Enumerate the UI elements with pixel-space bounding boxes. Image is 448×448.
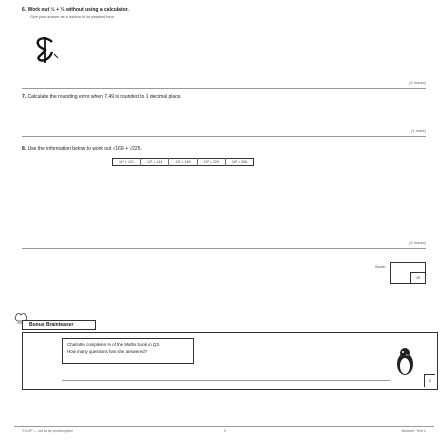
footer-left: ©CGP — not to be photocopied (22, 429, 73, 433)
score-box (375, 262, 426, 284)
question-8-marks: (2 marks) (409, 240, 426, 245)
divider (22, 136, 426, 137)
ampersand-scribble (30, 34, 60, 64)
penguin-icon (392, 346, 418, 381)
bonus-title: Bonus Brainteaser (22, 320, 96, 330)
bonus-question-box (62, 338, 194, 364)
divider (22, 248, 426, 249)
answer-line (62, 380, 390, 381)
footer (14, 426, 434, 437)
score-label: Score: (375, 265, 386, 269)
question-6-marks: (2 marks) (409, 80, 426, 85)
question-6 (22, 7, 129, 14)
squares-cell: 16² = 256 (231, 160, 248, 164)
ampersand-scribble-graphic (30, 34, 60, 64)
squares-cell: 13² = 169 (169, 159, 197, 166)
question-6-text: Work out ½ + ⅓ without using a calculator. (27, 7, 129, 13)
question-6-hint: Give your answer as a fraction in its simplest form. (30, 15, 115, 19)
footer-right: Number: Test 2 (401, 429, 426, 433)
squares-cell: 11² = 121 (113, 159, 141, 166)
bonus-line-1: Charlotte completes ⅔ of the Maths book in Q3. (67, 342, 160, 347)
question-6-number: 6. (22, 7, 27, 13)
question-8-text: Use the information below to work out √169 + √225. (27, 146, 142, 152)
squares-table (112, 158, 254, 166)
score-total: 10 (410, 272, 425, 283)
bonus-marks: 2 (424, 374, 435, 387)
squares-table-wrapper (112, 158, 254, 166)
question-7-text: Calculate the rounding error when 7.49 is rounded to 1 decimal place. (27, 94, 182, 100)
question-7-marks: (1 mark) (411, 128, 426, 133)
question-8-number: 8. (22, 146, 27, 152)
page-number: 5 (224, 429, 226, 433)
question-7 (22, 94, 182, 101)
question-7-number: 7. (22, 94, 27, 100)
bonus-line-2: How many questions has she answered? (67, 349, 148, 354)
squares-cell: 12² = 144 (141, 159, 169, 166)
squares-cell: 15² = 225 (197, 159, 225, 166)
question-8 (22, 146, 142, 153)
divider (22, 88, 426, 89)
penguin-icon-graphic (392, 346, 418, 376)
